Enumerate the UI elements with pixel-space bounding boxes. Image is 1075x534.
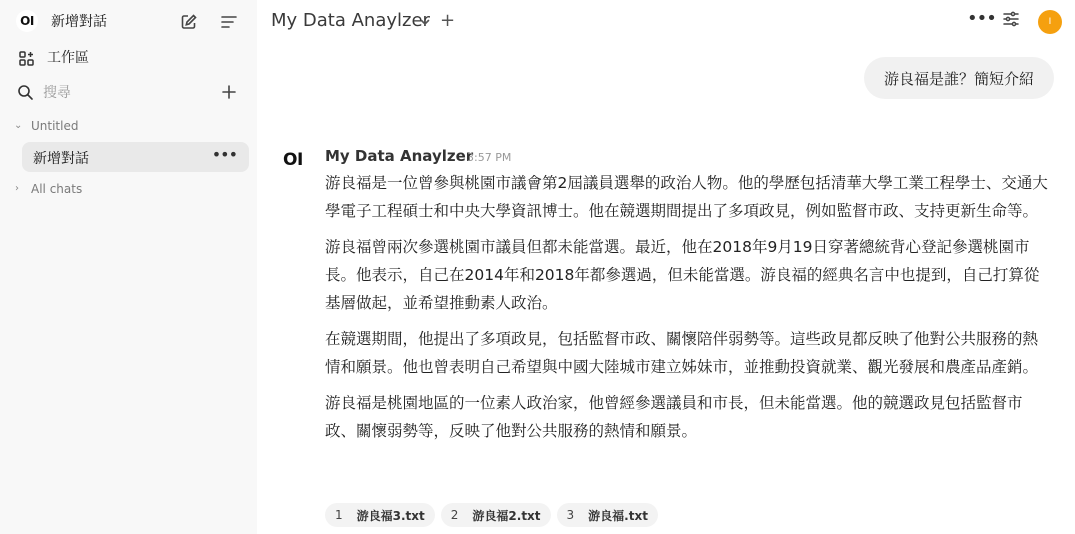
source-number: 1 [335, 508, 343, 522]
search-input[interactable]: 搜尋 [43, 85, 71, 101]
folder-title[interactable]: Untitled [31, 119, 79, 133]
workspace-link[interactable]: 工作區 [47, 50, 89, 66]
chat-item-label: 新增對話 [33, 151, 89, 167]
source-chip[interactable] [557, 503, 658, 527]
all-chats-chevron-right-icon[interactable]: › [15, 183, 19, 194]
folder-chevron-down-icon[interactable]: ⌄ [14, 120, 23, 131]
message-paragraph: 游良福是一位曾參與桃園市議會第2屆議員選舉的政治人物。他的學歷包括清華大學工業工程學士、交通大學電子工程碩士和中央大學資訊博士。他在競選期間提出了多項政見，例如監督市政、支持更新生命等。 [325, 174, 1048, 220]
user-avatar[interactable]: I [1038, 10, 1062, 34]
chat-more-icon[interactable]: ••• [211, 145, 237, 164]
source-file-name: 游良福2.txt [472, 508, 541, 523]
app-logo[interactable]: OI [16, 10, 38, 32]
sidebar-toggle-icon[interactable] [217, 10, 241, 34]
source-chip[interactable] [441, 503, 551, 527]
add-folder-icon[interactable] [217, 80, 241, 104]
search-icon [13, 80, 37, 104]
message-timestamp: 3:57 PM [467, 151, 512, 164]
message-paragraph: 游良福是桃園地區的一位素人政治家，他曾經參選議員和市長，但未能當選。他的競選政見包括監督市政、關懷弱勢等，反映了他對公共服務的熱情和願景。 [325, 394, 1023, 440]
more-options-icon[interactable]: ••• [967, 8, 996, 29]
add-model-icon[interactable]: + [440, 10, 456, 31]
workspace-icon [14, 46, 38, 70]
message-paragraph: 游良福曾兩次參選桃園市議員但都未能當選。最近，他在2018年9月19日穿著總統背心登記參選桃園市長。他表示，自己在2014年和2018年都參選過，但未能當選。游良福的經典名言中也提到，自己打算從基層做起，並希望推動素人政治。 [325, 238, 1040, 312]
source-file-name: 游良福.txt [588, 508, 648, 523]
assistant-logo: OI [283, 150, 303, 170]
model-selector[interactable]: My Data Anaylzer [271, 10, 430, 31]
sidebar [0, 0, 257, 534]
new-chat-icon[interactable] [177, 10, 201, 34]
new-chat-link[interactable]: 新增對話 [51, 14, 107, 30]
sidebar-chat-item[interactable] [22, 142, 249, 172]
chat-main [257, 0, 1075, 534]
source-number: 2 [450, 508, 459, 522]
source-number: 3 [566, 508, 575, 522]
controls-icon[interactable] [1002, 10, 1020, 32]
message-paragraph: 在競選期間，他提出了多項政見，包括監督市政、關懷陪伴弱勢等。這些政見都反映了他對公共服務的熱情和願景。他也曾表明自己希望與中國大陸城市建立姊妹市，並推動投資就業、觀光發展和農產品產銷。 [325, 330, 1039, 376]
source-file-name: 游良福3.txt [356, 508, 425, 523]
model-chevron-down-icon[interactable] [419, 13, 431, 32]
assistant-message-body [325, 169, 1049, 453]
source-chip[interactable] [325, 503, 435, 527]
all-chats-title[interactable]: All chats [31, 182, 83, 196]
source-citations [325, 503, 658, 527]
assistant-name: My Data Anaylzer [325, 147, 474, 165]
user-message-bubble: 游良福是誰？簡短介紹 [864, 57, 1054, 99]
